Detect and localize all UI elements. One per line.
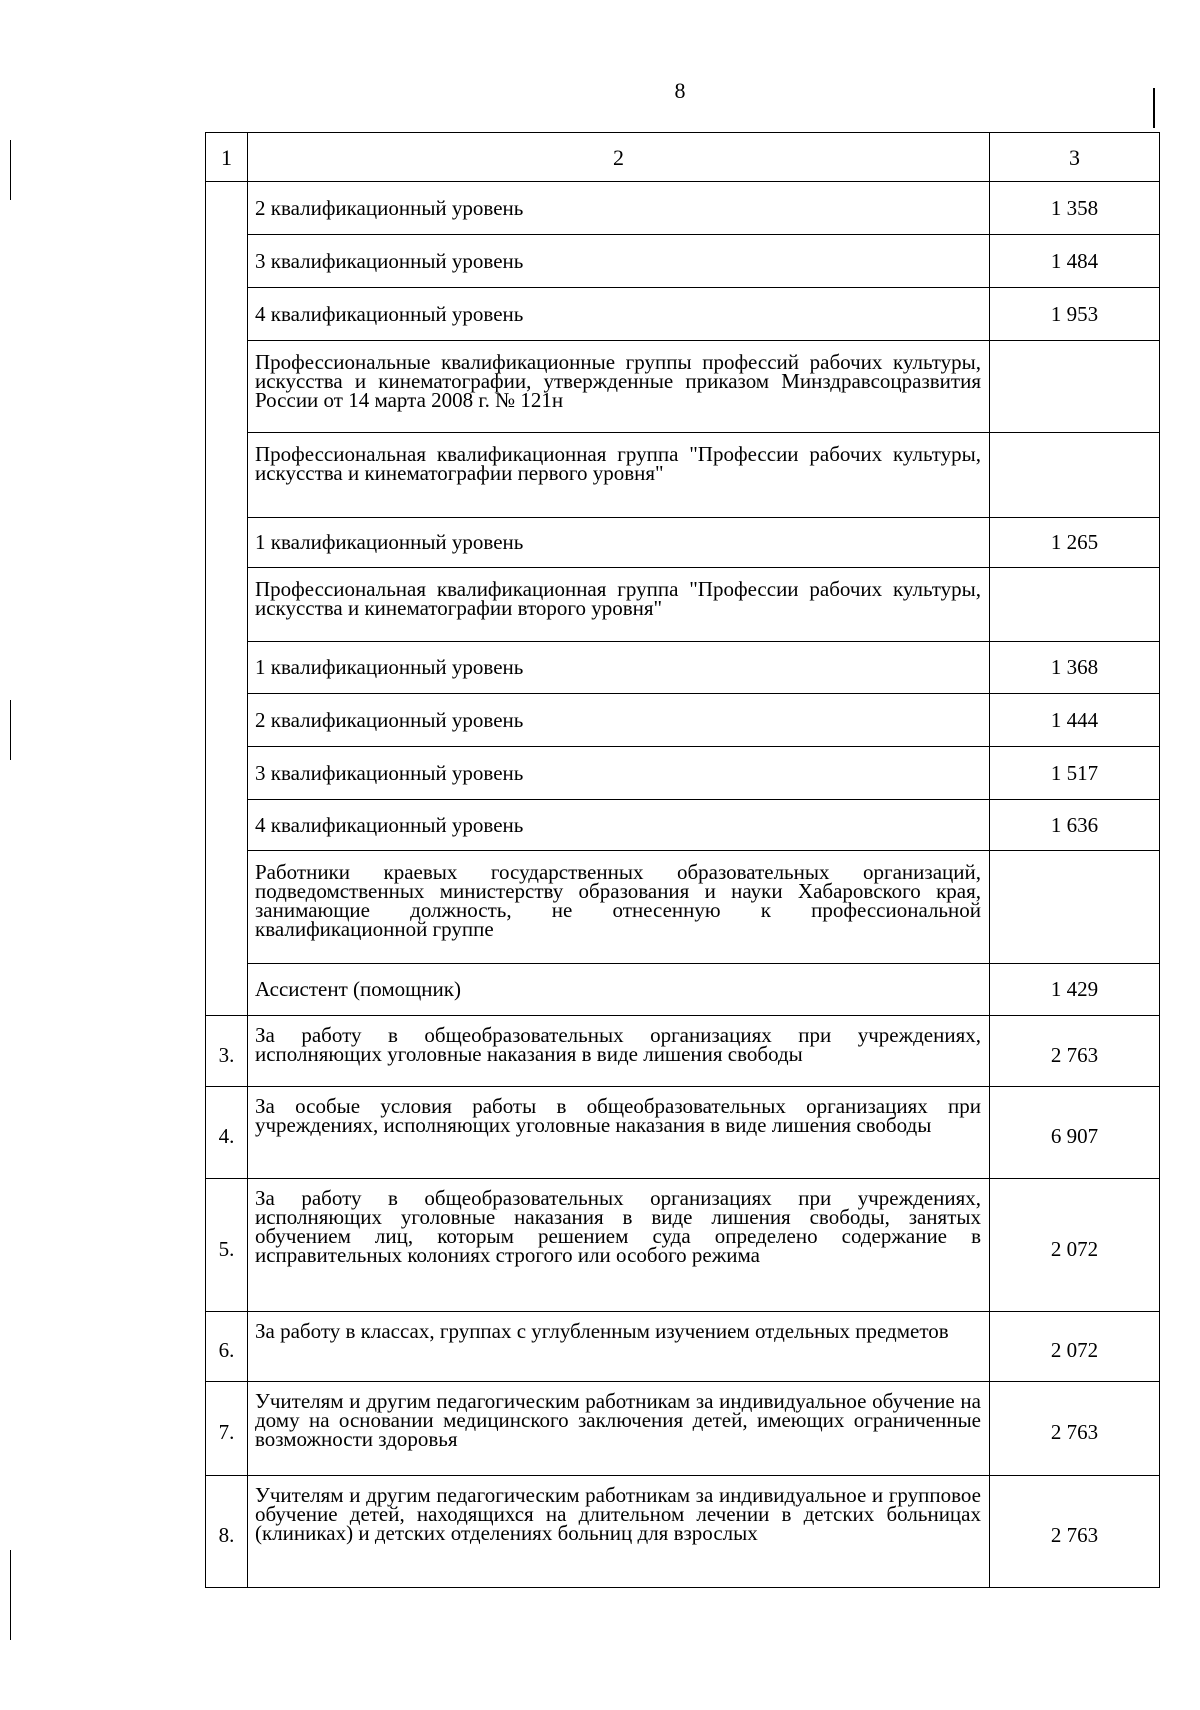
table-row — [206, 518, 1160, 568]
page-number: 8 — [674, 78, 686, 103]
row-text: 3 квалификационный уровень — [248, 235, 990, 288]
row-text: За работу в общеобразовательных организациях при учреждениях, исполняющих уголовные наказания в виде лишения свободы — [248, 1016, 990, 1087]
table-row — [206, 288, 1160, 341]
table-row — [206, 341, 1160, 433]
row-text: 1 квалификационный уровень — [248, 518, 990, 568]
header-col-1: 1 — [206, 133, 248, 182]
row-value: 1 517 — [990, 747, 1160, 800]
row-number: 3. — [206, 1016, 248, 1087]
table-row — [206, 964, 1160, 1016]
row-text: Учителям и другим педагогическим работникам за индивидуальное обучение на дому на основании медицинского заключения детей, имеющих ограниченные возможности здоровья — [248, 1382, 990, 1476]
row-text: Работники краевых государственных образовательных организаций, подведомственных министерству образования и науки Хабаровского края, занимающие должность, не отнесенную к профессиональной квалификационной группе — [248, 851, 990, 964]
row-value: 2 763 — [990, 1382, 1160, 1476]
table-row — [206, 182, 1160, 235]
row-text: Ассистент (помощник) — [248, 964, 990, 1016]
row-number: 5. — [206, 1179, 248, 1312]
table-row — [206, 568, 1160, 642]
row-value: 1 265 — [990, 518, 1160, 568]
row-text: 4 квалификационный уровень — [248, 288, 990, 341]
row-value: 2 072 — [990, 1179, 1160, 1312]
table-row — [206, 433, 1160, 518]
row-value: 1 368 — [990, 642, 1160, 694]
table-row — [206, 235, 1160, 288]
row-text: 2 квалификационный уровень — [248, 694, 990, 747]
row-value — [990, 568, 1160, 642]
table-row — [206, 642, 1160, 694]
row-number: 6. — [206, 1312, 248, 1382]
row-value: 2 072 — [990, 1312, 1160, 1382]
row-number: 8. — [206, 1476, 248, 1588]
row-text: 1 квалификационный уровень — [248, 642, 990, 694]
row-text: Профессиональная квалификационная группа "Профессии рабочих культуры, искусства и кинематографии второго уровня" — [248, 568, 990, 642]
row-text: За особые условия работы в общеобразовательных организациях при учреждениях, исполняющих уголовные наказания в виде лишения свободы — [248, 1087, 990, 1179]
table-header-row — [206, 133, 1160, 182]
scan-edge-mark — [10, 700, 11, 760]
row-value: 1 953 — [990, 288, 1160, 341]
row-text: 3 квалификационный уровень — [248, 747, 990, 800]
row-text: За работу в общеобразовательных организациях при учреждениях, исполняющих уголовные наказания в виде лишения свободы, занятых обучением лиц, которым решением суда определено содержание в исправительных колониях строгого или особого режима — [248, 1179, 990, 1312]
row-number: 7. — [206, 1382, 248, 1476]
row-value: 2 763 — [990, 1476, 1160, 1588]
table-row — [206, 800, 1160, 851]
table-row — [206, 1312, 1160, 1382]
row-value: 2 763 — [990, 1016, 1160, 1087]
row-text: 2 квалификационный уровень — [248, 182, 990, 235]
allowance-table — [205, 132, 1160, 1588]
table-row — [206, 1179, 1160, 1312]
row-text: За работу в классах, группах с углубленным изучением отдельных предметов — [248, 1312, 990, 1382]
row-text: 4 квалификационный уровень — [248, 800, 990, 851]
row-text: Учителям и другим педагогическим работникам за индивидуальное и групповое обучение детей, находящихся на длительном лечении в детских больницах (клиниках) и детских отделениях больниц для взрослых — [248, 1476, 990, 1588]
table-row — [206, 1087, 1160, 1179]
row-value — [990, 433, 1160, 518]
merged-number-cell — [206, 182, 248, 1016]
header-col-2: 2 — [248, 133, 990, 182]
row-value: 1 484 — [990, 235, 1160, 288]
row-number: 4. — [206, 1087, 248, 1179]
row-value: 1 444 — [990, 694, 1160, 747]
table-row — [206, 694, 1160, 747]
scan-edge-mark — [10, 1550, 11, 1640]
row-text: Профессиональные квалификационные группы профессий рабочих культуры, искусства и кинематографии, утвержденные приказом Минздравсоцразвития России от 14 марта 2008 г. № 121н — [248, 341, 990, 433]
table-row — [206, 1382, 1160, 1476]
header-col-3: 3 — [990, 133, 1160, 182]
table-row — [206, 1476, 1160, 1588]
row-text: Профессиональная квалификационная группа "Профессии рабочих культуры, искусства и кинематографии первого уровня" — [248, 433, 990, 518]
row-value: 6 907 — [990, 1087, 1160, 1179]
table-row — [206, 747, 1160, 800]
row-value: 1 636 — [990, 800, 1160, 851]
row-value: 1 429 — [990, 964, 1160, 1016]
row-value — [990, 341, 1160, 433]
scan-edge-mark — [1153, 88, 1155, 128]
table-row — [206, 851, 1160, 964]
scan-edge-mark — [10, 140, 11, 200]
row-value: 1 358 — [990, 182, 1160, 235]
table-row — [206, 1016, 1160, 1087]
row-value — [990, 851, 1160, 964]
